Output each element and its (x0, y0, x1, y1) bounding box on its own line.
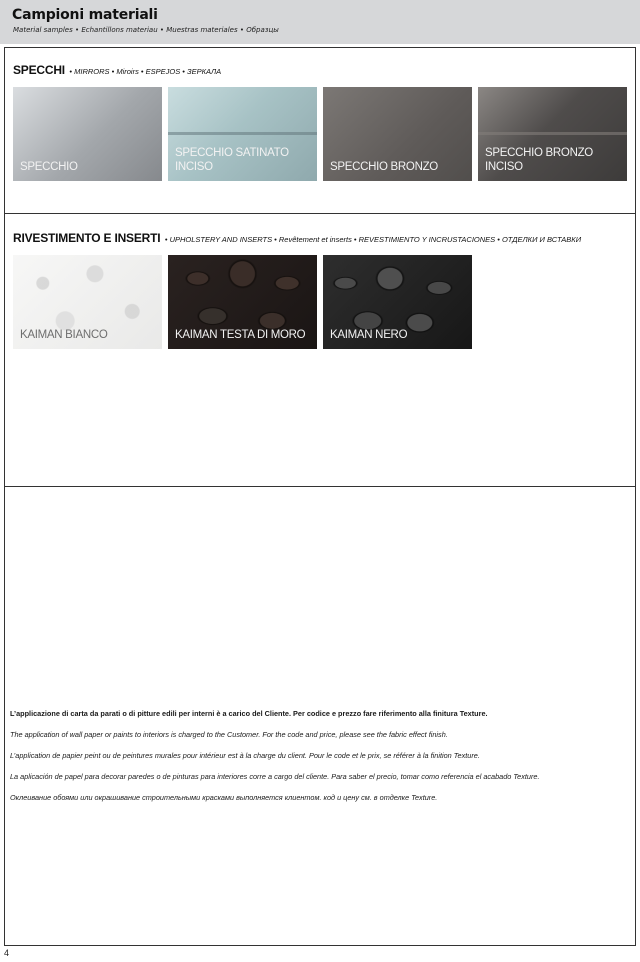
section-specchi-translations: • MIRRORS • Miroirs • ESPEJOS • ЗЕРКАЛА (69, 67, 222, 76)
section-rivestimento-translations: • UPHOLSTERY AND INSERTS • Revêtement et inserts • REVESTIMIENTO Y INCRUSTACIONES • ОТДЕЛКИ И ВСТАВКИ (164, 235, 582, 244)
swatch-specchio-bronzo (323, 87, 472, 181)
swatch-label: KAIMAN NERO (330, 329, 408, 341)
swatch-specchio (13, 87, 162, 181)
page-title: Campioni materiali (12, 7, 158, 23)
section-divider (5, 213, 635, 214)
application-notes (10, 709, 625, 814)
section-specchi-title: SPECCHI (13, 63, 65, 77)
note-english: The application of wall paper or paints to interiors is charged to the Customer. For the code and price, please see the fabric effect finish. (10, 730, 448, 739)
section-divider (5, 486, 635, 487)
section-rivestimento-heading (13, 229, 581, 247)
note-italian: L’applicazione di carta da parati o di pitture edili per interni è a carico del Cliente. Per codice e prezzo fare riferimento alla finitura Texture. (10, 709, 488, 718)
page-subtitle: Material samples • Echantillons materiau • Muestras materiales • Образцы (13, 26, 279, 34)
etched-stripe (168, 132, 317, 135)
note-french: L’application de papier peint ou de peintures murales pour intérieur est à la charge du client. Pour le code et le prix, se référer à la finition Texture. (10, 751, 480, 760)
swatch-label: KAIMAN TESTA DI MORO (175, 329, 306, 341)
page-number: 4 (4, 948, 10, 958)
section-rivestimento-title: RIVESTIMENTO E INSERTI (13, 231, 161, 245)
note-spanish: La aplicación de papel para decorar paredes o de pinturas para interiores corre a cargo del cliente. Para saber el precio, tomar como referencia el acabado Texture. (10, 772, 540, 781)
swatch-kaiman-bianco (13, 255, 162, 349)
swatch-kaiman-testa-di-moro (168, 255, 317, 349)
etched-stripe (478, 132, 627, 135)
swatch-label: SPECCHIO (20, 161, 78, 173)
swatch-label: SPECCHIO BRONZO INCISO (485, 147, 593, 173)
swatch-specchio-bronzo-inciso (478, 87, 627, 181)
note-russian: Оклеивание обоями или окрашивание строительными красками выполняется клиентом. код и цену см. в отделке Texture. (10, 793, 438, 802)
swatch-kaiman-nero (323, 255, 472, 349)
swatch-specchio-satinato-inciso (168, 87, 317, 181)
swatch-label: SPECCHIO BRONZO (330, 161, 438, 173)
swatch-label: SPECCHIO SATINATO INCISO (175, 147, 289, 173)
swatch-label: KAIMAN BIANCO (20, 329, 108, 341)
page-header (0, 0, 640, 44)
section-specchi-heading (13, 61, 221, 79)
